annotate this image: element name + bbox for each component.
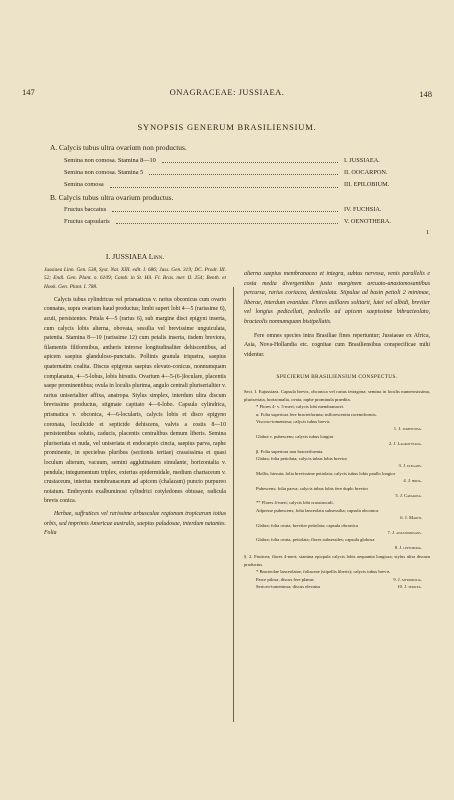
synopsis-row xyxy=(64,181,424,189)
key-line: β. Folia superiora non bracteiformia. xyxy=(256,448,324,454)
key-line: * Bracteolae lanceolatae, foliaceae (stipellis liberis); calycis tubus brevis xyxy=(256,569,390,575)
synopsis-row-result: II. OOCARPON. xyxy=(344,169,388,177)
distribution-paragraph: Fere omnes species intra Brasiliae fines repertuntur; Jussiaeae ex Africa, Asia, Nova-Hollandia etc. cognitae cum Brasiliensibus conspecificae mihi videntur. xyxy=(244,332,430,358)
key-line-species xyxy=(244,583,430,590)
key-line: Parce pilosa; discus fere planus xyxy=(256,576,314,582)
species-name: 8. J. leptopoda. xyxy=(394,544,422,550)
page-number-right: 148 xyxy=(419,89,432,99)
key-line-species xyxy=(244,576,430,583)
column-divider xyxy=(233,287,234,722)
synopsis-row-text: Semina non comosa. Stamina 8—10 xyxy=(64,157,156,164)
species-name: 9. J. myriopolia. xyxy=(393,576,422,582)
key-line: Mollis; hirsuta; folia brevissime petiolata; calycis tubus lobis paullo longior xyxy=(256,470,396,476)
conspectus-key xyxy=(244,388,430,590)
synopsis-title: SYNOPSIS GENERUM BRASILIENSIUM. xyxy=(137,122,317,132)
key-line: Sericeo-tomentosa; discus elevatus xyxy=(256,583,321,589)
synopsis-group-a-rows xyxy=(64,157,424,190)
key-line: Sect. I. Eujussiaea. Capsula brevis, obconica vel rarius tetragona; semina in loculis numerosissima, pluriseriata, horizontalia, ovata, raphe prominula praedita. xyxy=(244,389,430,402)
dot-leader xyxy=(162,162,338,163)
side-mark: 1 xyxy=(426,229,430,236)
dot-leader xyxy=(149,174,338,175)
genus-habitat: Herbae, suffrutices vel rarissime arbusculae regionum tropicarum totius orbis, sed imprimis Americae australis, saepius paludosae, interdum natantes. Folia xyxy=(44,510,226,537)
species-name: 6. J. Martii. xyxy=(400,515,422,521)
synopsis-row xyxy=(64,218,424,226)
species-name: 3. J. elegans. xyxy=(398,463,422,469)
synopsis-row xyxy=(64,157,424,165)
species-name: 2. J. Lagrotteana. xyxy=(388,441,422,447)
dot-leader xyxy=(116,223,338,224)
synopsis-group-a: A. Calycis tubus ultra ovarium non productus. xyxy=(50,143,187,152)
synopsis-row-text: Semina comosa xyxy=(64,181,104,189)
right-column xyxy=(244,270,430,590)
key-line: Glabra v. pubescens; calycis tubus longior xyxy=(256,433,334,439)
page-number-left: 147 xyxy=(22,87,35,97)
synopsis-group-b: B. Calycis tubus ultra ovarium productus. xyxy=(50,193,174,202)
description-continuation: alterna saepius membranacea et integra, subtus nervosa, venis parallelis e costa media divergentibus juxta marginem arcuato-anastomosantibus percursa, rarius coriacea, denticulata. Stipulae ad basin petioli 2 minimae, liberae, interdum evanidae. Flores axillares solitarii, lutei vel albidi, breviter vel longius pedicellati, pedicello ad apicem saepissime bibracteolato, bracteolis nonnumquam bistipellatis. xyxy=(244,271,430,325)
synopsis-row-result: III. EPILOBIUM. xyxy=(344,181,390,189)
synopsis-group-b-rows xyxy=(64,206,424,226)
synopsis-row-text: Semina non comosa. Stamina 5 xyxy=(64,169,144,177)
genus-description: Calycis tubus cylindricus vel prismaticus v. rarius obconicus cum ovario connatus, supra ovarium haud productus; limbi superi lobi 4—5 (rarissime 6), acuti, persistentes. Petala 4—5 (rarius 6), sub margine disci epigyni inserta, cum calycis lobis alterna, obovata, sessilia vel brevissime unguiculata, patentia. Stamina 8—10 (rarissime 12) cum petalis inserta, iisdem breviora, filamentis filiformibus, antheris introrse longitudinaliter dehiscentibus, ad apicem saepius glanduloso-punctatis. Pollinis granula triquetra, saepius quaternatim coalita. Discus epigynus saepius elevato-conicus, nonnumquam complanatus, 4—5-lobus, lobis hirsutis. Ovarium 4—5-(6-)loculare, placentis saepe prominentibus; ovula in loculis plurima, angulo centrali pluriserialiter v. rarius uniserialiter affixa, anatropa. Stylus simplex, interdum ultra discum brevissime productus, stigmate capitato 4—6-lobo. Capsula cylindrica, prismatica v. obconica, 4—6-locularis, calycis lobis et disco epigyno coronata, loculicide et septicide dehiscens, valvis a costis 8—10 persistentibus solutis, caducis, placentis centralibus demum liberis. Semina pluriseriata et nuda, vel uniseriata et endocarpio cincta, saepius parva, raphe prominente, in speciebus pluribus (sectionis tertiae) crassissima et quasi loculum alterum, vacuum, semini agglutinatum simulante, horizontalia v. pendula; integumentum triplex, exterius epidermidale, medium chartaceum v. crustaceum, interius membranaceum ad apicem (chalazam) puncto purpureo notatum. Embryonis exalbuminosi cylindrici cotyledones obtusae, radicula brevis conica. xyxy=(44,296,226,505)
synopsis-row-result: V. OENOTHERA. xyxy=(344,218,391,226)
key-line: α. Folia superiora fere bracteiformia; inflorescentia racemiformis. xyxy=(256,411,377,417)
dot-leader xyxy=(110,187,338,188)
key-line: Glabra; folia ovata, petiolata; flores subsessiles; capsula globosa xyxy=(256,537,375,543)
synopsis-row-text: Fructus capsularis xyxy=(64,218,110,226)
genus-references: Jussiaea Linn. Gen. 538, Syst. Nat. XIII. edit. I. 686; Juss. Gen. 319; DC. Prodr. III. 52; Endl. Gen. Plant. n. 6109; Camb. in St. Hil. Fl. Bras. mer. II. 254; Benth. et Hook. Gen. Plant. I. 788. xyxy=(44,267,226,290)
species-name: 7. J. anastomosans. xyxy=(387,530,422,536)
species-name: 10. J. sericea. xyxy=(397,583,422,589)
dot-leader xyxy=(112,211,338,212)
key-line: * Flores 4- v. 5-meri; calycis lobi membranacei. xyxy=(256,404,345,410)
running-title: ONAGRACEAE: JUSSIAEA. xyxy=(169,87,285,97)
left-column xyxy=(44,252,226,539)
synopsis-row xyxy=(64,169,424,177)
synopsis-row-result: I. JUSSIAEA. xyxy=(344,157,380,164)
species-name: 4. J. hirta. xyxy=(403,478,422,484)
key-line: Glabra; folia ovata, breviter petiolata; capsula obconica xyxy=(256,522,358,528)
key-line: §. 2. Fruticea; flores 4-meri; stamina epicpula calycis lobis aequantia longiora; stylus ultra discum productus. xyxy=(244,554,430,567)
genus-heading: I. JUSSIAEA Linn. xyxy=(105,252,165,261)
key-line: ** Flores 4-meri; calycis lobi crassiusculi. xyxy=(256,500,334,506)
key-line: Pubescens; folia parva; calycis tubus lobis fere duplo brevior xyxy=(256,485,369,491)
species-name: 5. J. Caparosa. xyxy=(395,493,422,499)
species-name: 1. J. tomentosa. xyxy=(393,426,422,432)
key-line: Glabra; folia petiolata; calycis tubus lobis brevior xyxy=(256,456,348,461)
key-line: Viscoso-tomentosa; calycis tubus brevis xyxy=(256,418,330,424)
synopsis-row xyxy=(64,206,424,214)
synopsis-row-result: IV. FUCHSIA. xyxy=(344,206,382,213)
synopsis-row-text: Fructus baccatus xyxy=(64,206,107,213)
conspectus-title: SPECIERUM BRASILIENSIUM CONSPECTUS. xyxy=(276,374,398,381)
key-line: Adpresse pubescens; folia lanceolata subsessilia; capsula obconica xyxy=(256,507,379,513)
